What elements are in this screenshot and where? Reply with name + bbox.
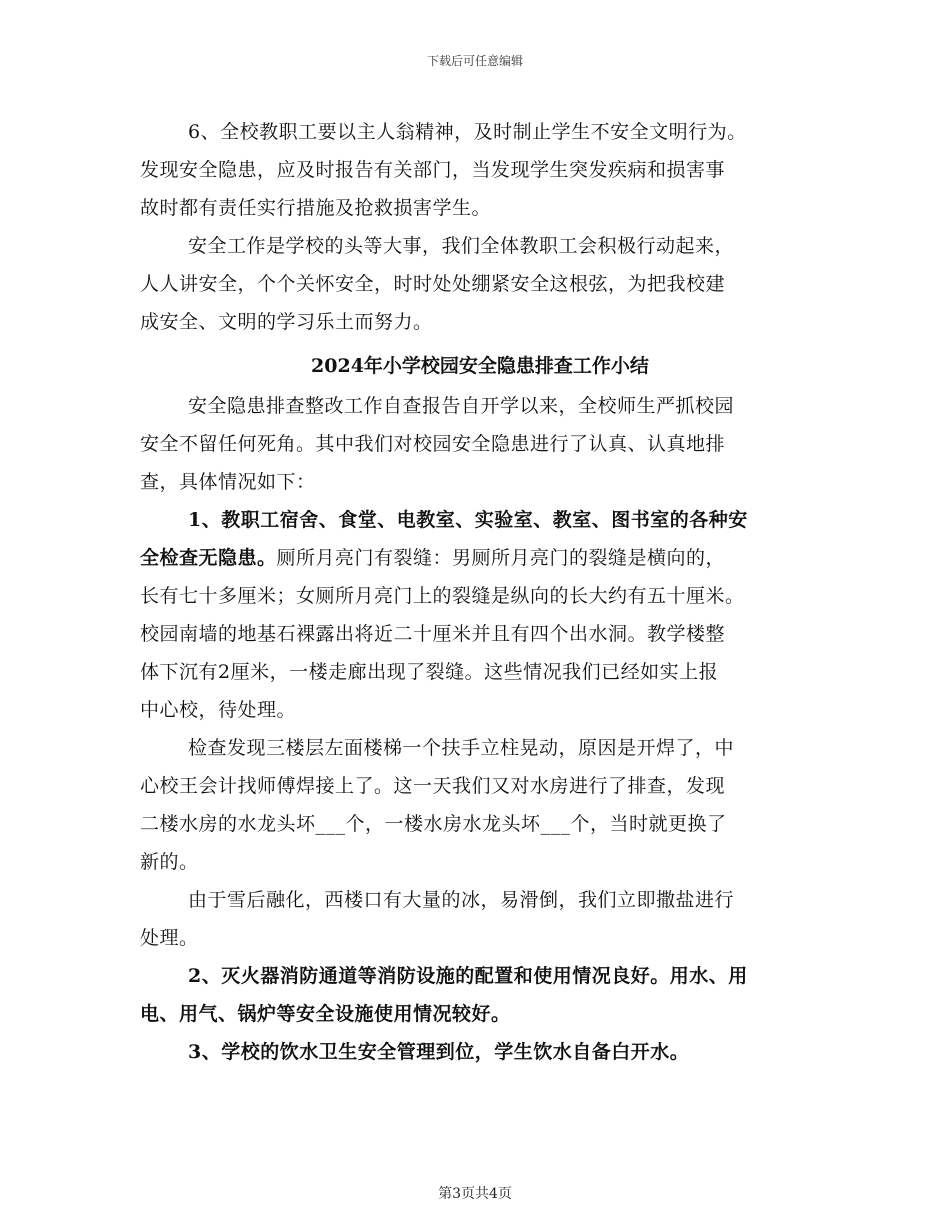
- item3-line: 3、学校的饮水卫生安全管理到位，学生饮水自备白开水。: [188, 1041, 690, 1063]
- paragraph-line: 发现安全隐患，应及时报告有关部门，当发现学生突发疾病和损害事: [140, 159, 726, 181]
- paragraph-line: 安全工作是学校的头等大事，我们全体教职工会积极行动起来，: [188, 235, 735, 257]
- page-header-note: 下载后可任意编辑: [426, 54, 523, 68]
- paragraph-line: 校园南墙的地基石裸露出将近二十厘米并且有四个出水洞。教学楼整: [140, 623, 726, 645]
- paragraph-line: 安全隐患排查整改工作自查报告自开学以来，全校师生严抓校园: [188, 395, 735, 417]
- paragraph-line: 长有七十多厘米；女厕所月亮门上的裂缝是纵向的长大约有五十厘米。: [140, 585, 745, 607]
- paragraph-line: 6、全校教职工要以主人翁精神，及时制止学生不安全文明行为。: [188, 121, 747, 143]
- paragraph-line: 安全不留任何死角。其中我们对校园安全隐患进行了认真、认真地排: [140, 433, 726, 455]
- page-number: 第3页共4页: [438, 1186, 512, 1202]
- document-body: [140, 113, 820, 1071]
- paragraph-line: 新的。: [140, 851, 199, 873]
- item1-text: 厕所月亮门有裂缝：男厕所月亮门的裂缝是横向的，: [276, 547, 726, 569]
- paragraph-line: 人人讲安全，个个关怀安全，时时处处绷紧安全这根弦，为把我校建: [140, 273, 726, 295]
- document-title: 2024年小学校园安全隐患排查工作小结: [311, 355, 649, 377]
- paragraph-line: 成安全、文明的学习乐土而努力。: [140, 311, 433, 333]
- paragraph-line: 中心校，待处理。: [140, 699, 297, 721]
- item1-heading-line: 1、教职工宿舍、食堂、电教室、实验室、教室、图书室的各种安: [188, 509, 748, 531]
- item2-line: 2、灭火器消防通道等消防设施的配置和使用情况良好。用水、用: [188, 965, 748, 987]
- paragraph-line: 体下沉有2厘米，一楼走廊出现了裂缝。这些情况我们已经如实上报: [140, 661, 719, 683]
- paragraph-line: 处理。: [140, 927, 199, 949]
- paragraph-line: 由于雪后融化，西楼口有大量的冰，易滑倒，我们立即撒盐进行: [188, 889, 735, 911]
- paragraph-line: [140, 539, 820, 577]
- paragraph-line: 心校王会计找师傅焊接上了。这一天我们又对水房进行了排查，发现: [140, 775, 726, 797]
- item2-line: 电、用气、锅炉等安全设施使用情况较好。: [140, 1003, 511, 1025]
- paragraph-line: 二楼水房的水龙头坏___个，一楼水房水龙头坏___个，当时就更换了: [140, 813, 727, 835]
- paragraph-line: 查，具体情况如下：: [140, 471, 316, 493]
- paragraph-line: 故时都有责任实行措施及抢救损害学生。: [140, 197, 492, 219]
- item1-heading-end: 全检查无隐患。: [140, 547, 277, 569]
- paragraph-line: 检查发现三楼层左面楼梯一个扶手立柱晃动，原因是开焊了，中: [188, 737, 735, 759]
